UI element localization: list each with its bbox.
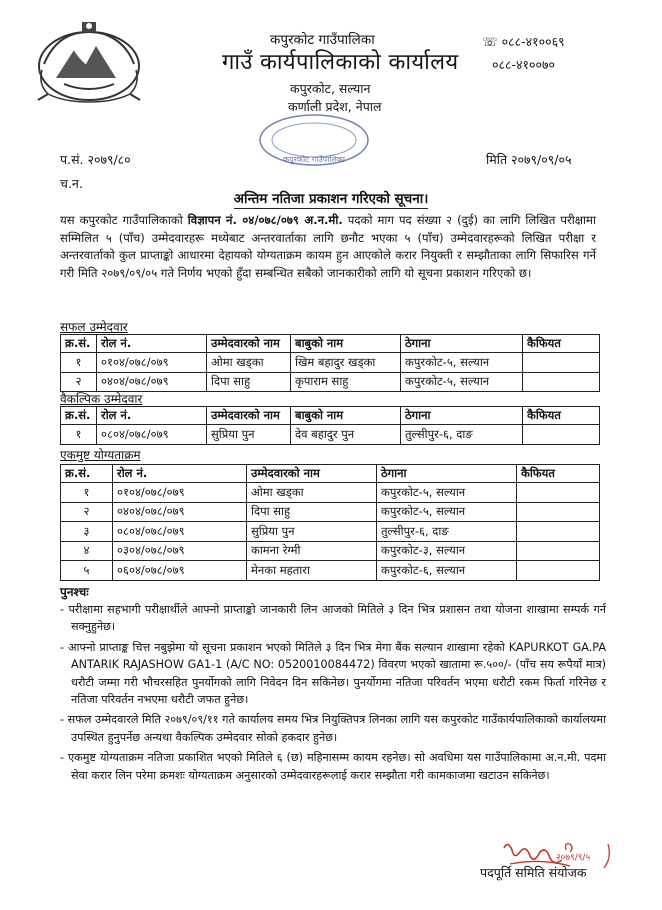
merit-list-heading: एकमुष्ट योग्यताक्रम xyxy=(60,448,141,462)
table-cell: १ xyxy=(61,425,97,445)
table-cell: कपुरकोट-६, सल्यान xyxy=(377,561,517,581)
signatory-title: पदपूर्ति समिति संयोजक xyxy=(480,865,587,880)
office-name: गाउँ कार्यपालिकाको कार्यालय xyxy=(222,50,459,75)
table-row xyxy=(61,541,600,561)
table-row xyxy=(61,561,600,581)
table-cell: ०१०४/०७८/०७९ xyxy=(113,483,247,503)
table-cell: कामना रेग्मी xyxy=(247,541,377,561)
office-seal-stamp xyxy=(256,112,372,168)
table-cell: तुल्सीपुर-६, दाङ xyxy=(401,425,523,445)
dispatch-number: च.न. xyxy=(60,176,83,191)
table-cell: ०३०४/०७८/०७९ xyxy=(113,541,247,561)
table-cell: देव बहादुर पुन xyxy=(291,425,401,445)
postscript-note: - आफ्नो प्राप्ताङ्क चित्त नबुझेमा यो सूचना प्रकाशन भएको मितिले ३ दिन भित्र मेगा बैंक सल्यान शाखामा रहेको KAPURKOT GA.PA ANTARIK RAJASHOW GA1-1 (A/C NO: 0520010084472) विवरण भएको खातामा रू.५००/- (पाँच सय रूपैयाँ मात्र) धरौटी जम्मा गरी भौचरसहित पुनर्योगको लागि निवेदन दिन सकिनेछ। पुनर्योगमा नतिजा परिवर्तन भएमा धरौटी रकम फिर्ता गरिनेछ र नतिजा परिवर्तन नभएमा धरौटी जफत हुनेछ। xyxy=(60,640,606,707)
table-cell: दिपा साहु xyxy=(207,372,291,392)
office-province: कर्णाली प्रदेश, नेपाल xyxy=(288,99,382,114)
table-header-row xyxy=(61,465,600,483)
table-cell: खिम बहादुर खड्का xyxy=(291,353,401,373)
column-header: ठेगाना xyxy=(401,407,523,425)
table-row xyxy=(61,425,600,445)
column-header: ठेगाना xyxy=(377,465,517,483)
table-cell: कपुरकोट-५, सल्यान xyxy=(377,502,517,522)
table-cell: ०१०४/०७८/०७९ xyxy=(97,353,207,373)
table-header-row xyxy=(61,335,600,353)
table-cell: मेनका महतारा xyxy=(247,561,377,581)
postscript-notes xyxy=(60,601,606,787)
column-header: उम्मेदवारको नाम xyxy=(207,335,291,353)
column-header: क्र.सं. xyxy=(61,335,97,353)
table-cell: ५ xyxy=(61,561,113,581)
postscript-note: - एकमुष्ट योग्यताक्रम नतिजा प्रकाशित भएको मितिले ६ (छ) महिनासम्म कायम रहनेछ। सो अवधिमा यस गाउँपालिकामा अ.न.मी. पदमा सेवा करार लिन परेमा क्रमशः योग्यताक्रम अनुसारको उम्मेदवारहरूलाई करार सम्झौता गरी कामकाजमा खटाउन सकिनेछ। xyxy=(60,751,606,782)
table-cell: ३ xyxy=(61,522,113,542)
phone-number-1: ☏ ०८८-४१००६९ xyxy=(482,34,565,49)
column-header: बाबुको नाम xyxy=(291,335,401,353)
column-header: बाबुको नाम xyxy=(291,407,401,425)
table-cell: कपुरकोट-५, सल्यान xyxy=(401,353,523,373)
table-cell xyxy=(523,372,600,392)
column-header: कैफियत xyxy=(523,407,600,425)
table-cell: ०४०४/०७८/०७९ xyxy=(97,372,207,392)
table-cell: कपुरकोट-५, सल्यान xyxy=(377,483,517,503)
table-cell: सुप्रिया पुन xyxy=(247,522,377,542)
table-cell: १ xyxy=(61,483,113,503)
table-cell xyxy=(517,502,600,522)
table-cell: कपुरकोट-५, सल्यान xyxy=(401,372,523,392)
notice-body-intro: यस कपुरकोट गाउँपालिकाको xyxy=(60,213,188,227)
table-cell: सुप्रिया पुन xyxy=(207,425,291,445)
table-cell xyxy=(517,522,600,542)
seal-text: कपुरकोट गाउँपालिका xyxy=(282,155,346,164)
postscript-heading: पुनश्चः xyxy=(60,585,89,599)
merit-list-table xyxy=(60,464,600,581)
postscript-note: - परीक्षामा सहभागी परीक्षार्थीले आफ्नो प्राप्ताङ्को जानकारी लिन आजको मितिले ३ दिन भित्र प्रशासन तथा योजना शाखामा सम्पर्क गर्न सक्नुहुनेछ। xyxy=(60,603,606,634)
column-header: उम्मेदवारको नाम xyxy=(247,465,377,483)
table-cell xyxy=(523,425,600,445)
table-cell: ओमा खड्का xyxy=(247,483,377,503)
letter-reference-number: प.सं. २०७९/८० xyxy=(60,152,131,167)
table-cell: दिपा साहु xyxy=(247,502,377,522)
nepal-emblem-logo xyxy=(34,20,144,106)
notice-title xyxy=(0,189,662,207)
table-header-row xyxy=(61,407,600,425)
column-header: ठेगाना xyxy=(401,335,523,353)
notice-body xyxy=(60,212,596,282)
advertisement-number: विज्ञापन नं. ०४/०७८/०७९ अ.न.मी. xyxy=(187,213,343,227)
table-cell xyxy=(517,541,600,561)
phone-number-2: ०८८-४१००७० xyxy=(492,57,556,72)
table-cell: कृपाराम साहु xyxy=(291,372,401,392)
signature-date: २०७९/९/५ xyxy=(556,853,591,863)
municipality-name: कपुरकोट गाउँपालिका xyxy=(270,32,375,48)
table-cell: ४ xyxy=(61,541,113,561)
table-row xyxy=(61,372,600,392)
table-row xyxy=(61,483,600,503)
table-cell: ०८०४/०७८/०७९ xyxy=(97,425,207,445)
table-cell: ०४०४/०७८/०७९ xyxy=(113,502,247,522)
column-header: क्र.सं. xyxy=(61,407,97,425)
letter-date: मिति २०७९/०९/०५ xyxy=(486,152,572,167)
column-header: रोल नं. xyxy=(97,407,207,425)
table-cell xyxy=(523,353,600,373)
table-row xyxy=(61,502,600,522)
office-address: कपुरकोट, सल्यान xyxy=(290,81,371,96)
successful-candidates-heading: सफल उम्मेदवार xyxy=(60,320,128,334)
alternate-candidate-heading: वैकल्पिक उम्मेदवार xyxy=(60,392,143,406)
column-header: कैफियत xyxy=(517,465,600,483)
table-cell: ओमा खड्का xyxy=(207,353,291,373)
notice-title-text: अन्तिम नतिजा प्रकाशन गरिएको सूचना। xyxy=(233,191,429,207)
table-row xyxy=(61,353,600,373)
table-cell: १ xyxy=(61,353,97,373)
alternate-candidate-table xyxy=(60,406,600,445)
table-cell: २ xyxy=(61,372,97,392)
column-header: कैफियत xyxy=(523,335,600,353)
table-cell: ०६०४/०७८/०७९ xyxy=(113,561,247,581)
table-cell: २ xyxy=(61,502,113,522)
table-cell: ०८०४/०७८/०७९ xyxy=(113,522,247,542)
table-cell: कपुरकोट-३, सल्यान xyxy=(377,541,517,561)
column-header: क्र.सं. xyxy=(61,465,113,483)
postscript-note: - सफल उम्मेदवारले मिति २०७९/०९/११ गते कार्यालय समय भित्र नियुक्तिपत्र लिनका लागि यस कपुरकोट गाउँकार्यपालिकाको कार्यालयमा उपस्थित हुनुपर्नेछ अन्यथा वैकल्पिक उम्मेदवार सोको हकदार हुनेछ। xyxy=(60,713,606,744)
column-header: रोल नं. xyxy=(113,465,247,483)
table-cell: तुल्सीपुर-६, दाङ xyxy=(377,522,517,542)
table-row xyxy=(61,522,600,542)
table-cell xyxy=(517,561,600,581)
column-header: उम्मेदवारको नाम xyxy=(207,407,291,425)
column-header: रोल नं. xyxy=(97,335,207,353)
table-cell xyxy=(517,483,600,503)
notice-body-text: पदको माग पद संख्या २ (दुई) का लागि लिखित परीक्षामा सम्मिलित ५ (पाँच) उम्मेदवारहरू मध्येबाट अन्तरवार्ताका लागि छनौट भएका ५ (पाँच) उम्मेदवारहरूको लिखित परीक्षा र अन्तरवार्ताको कुल प्राप्ताङ्को आधारमा देहायको योग्यताक्रम कायम हुन आएकोले करार नियुक्ती र सम्झौताका लागि सिफारिस गर्ने गरी मिति २०७९/०९/०५ गते निर्णय भएको हुँदा सम्बन्धित सबैको जानकारीको लागि यो सूचना प्रकाशन गरिएको छ। xyxy=(60,213,596,280)
successful-candidates-table xyxy=(60,334,600,392)
